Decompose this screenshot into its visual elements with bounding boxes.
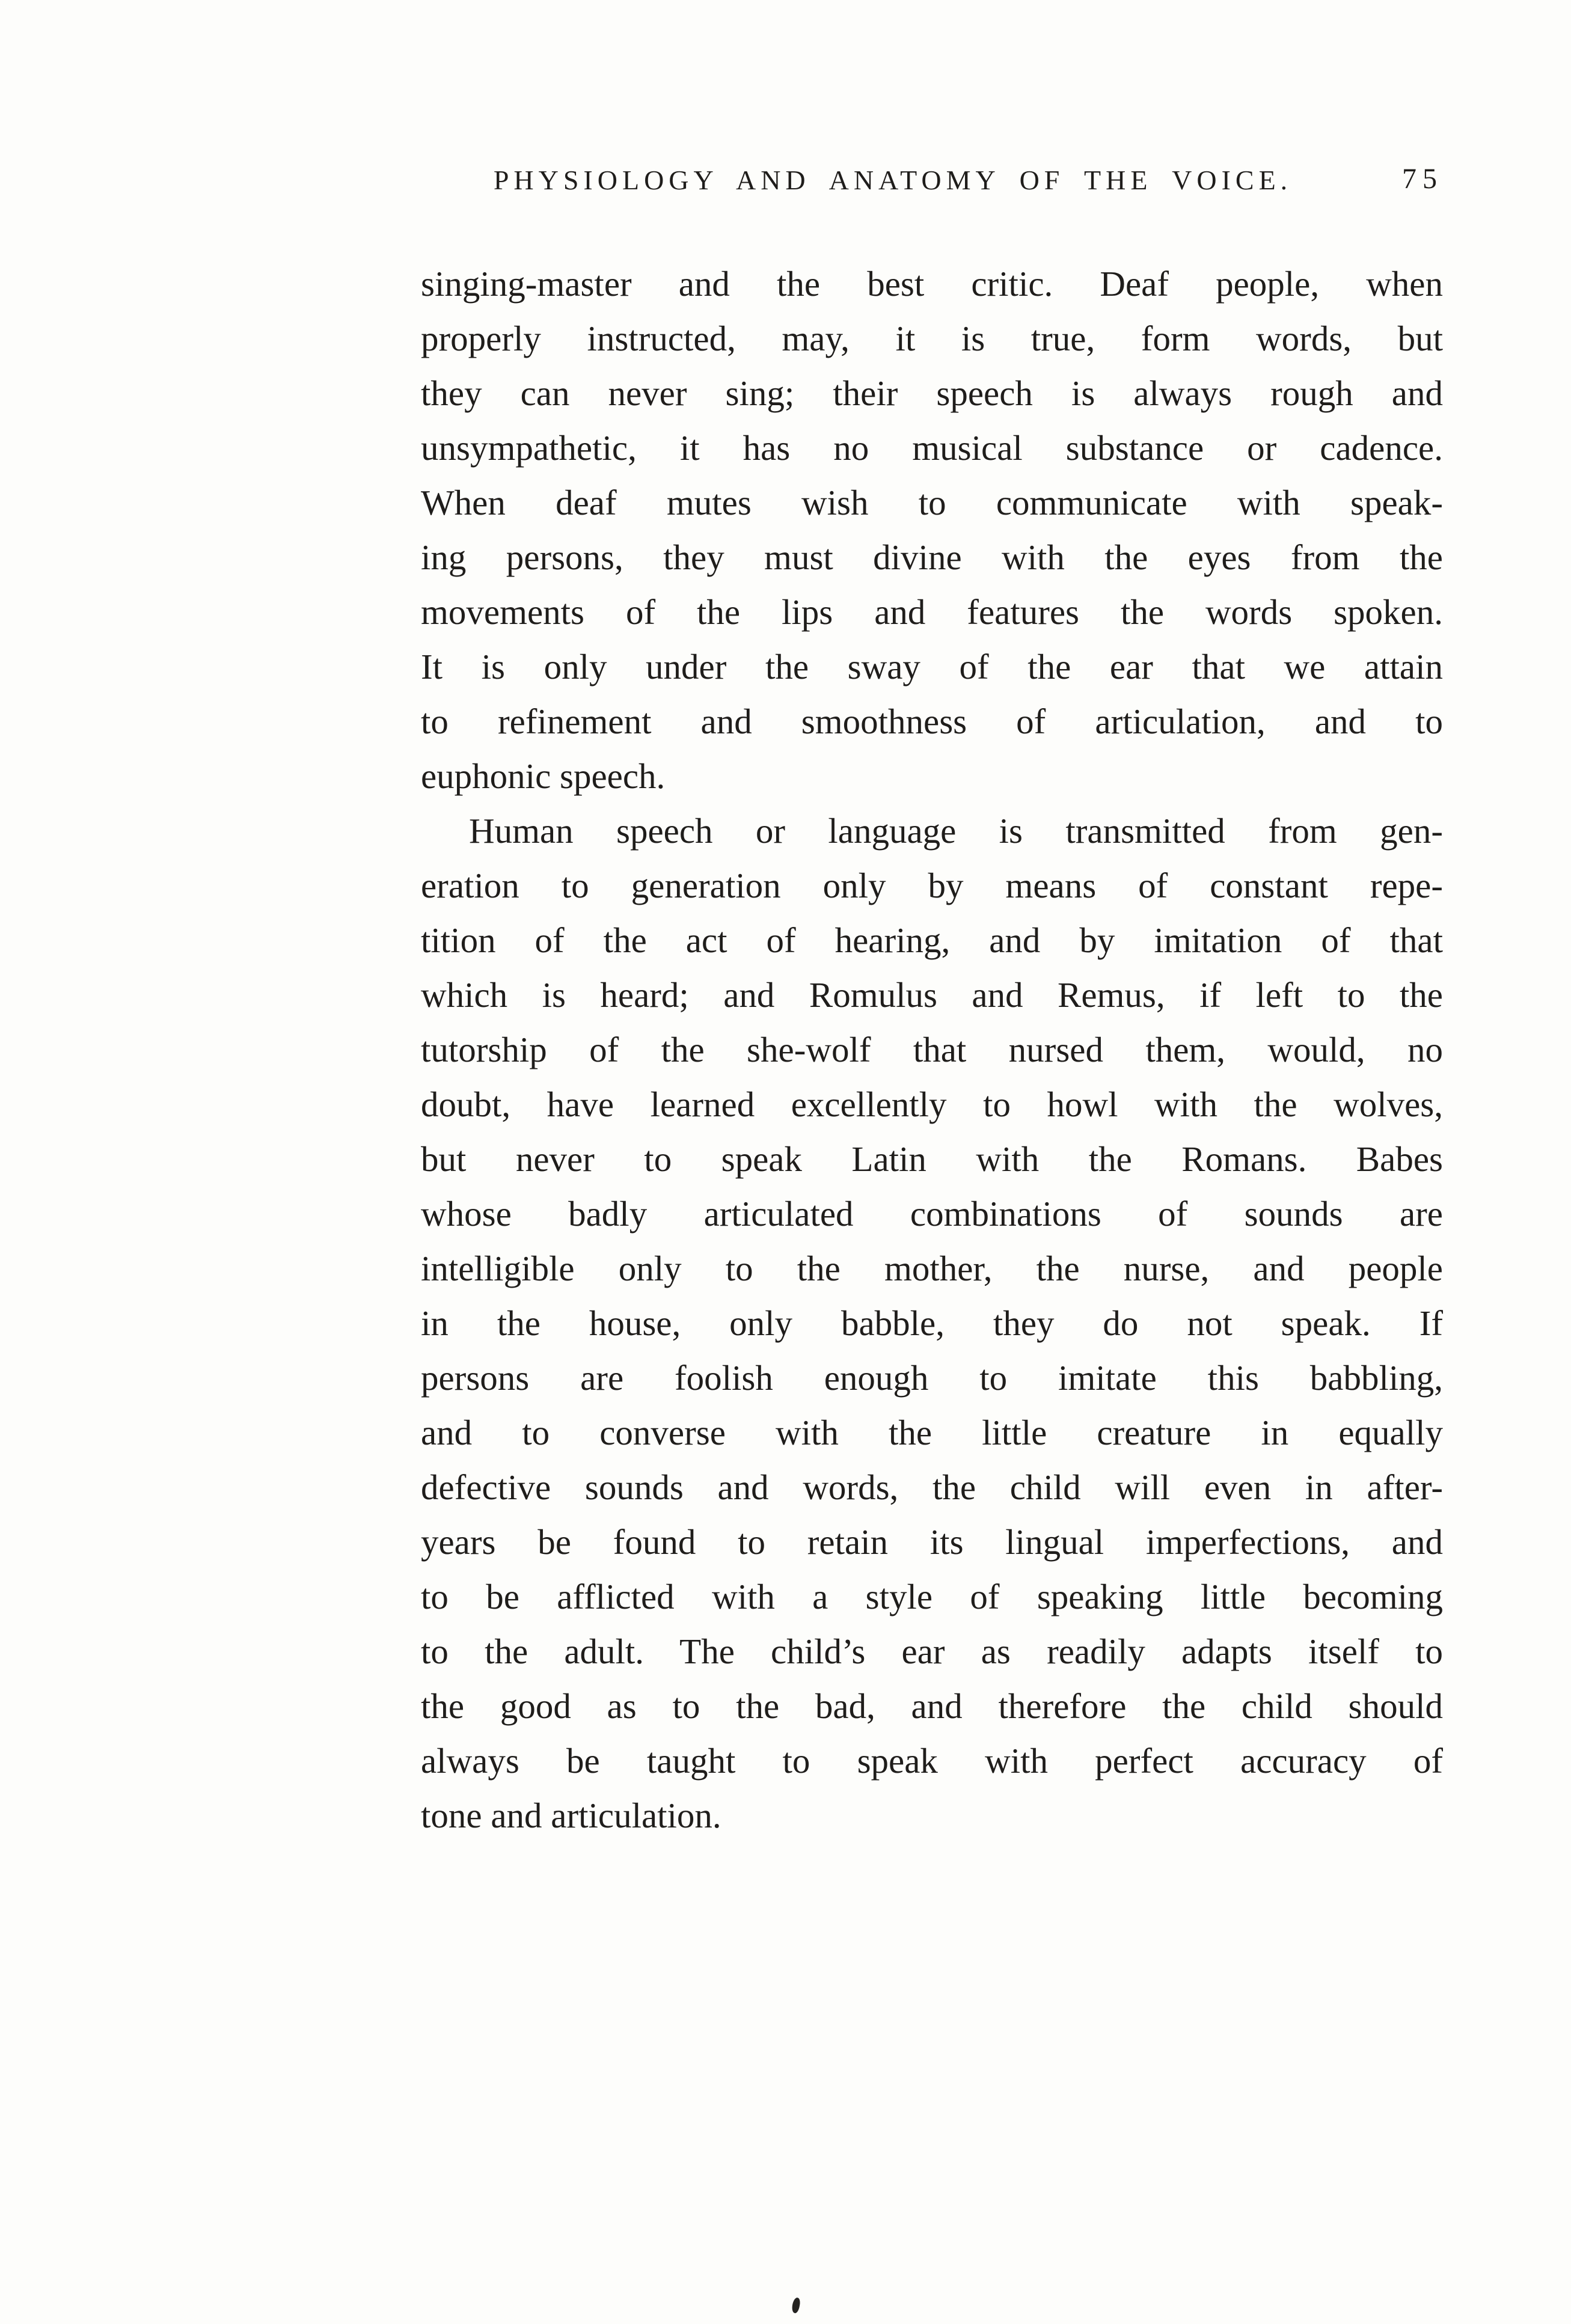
paragraph-1 (421, 257, 1443, 804)
text-line: eration to generation only by means of constant repe- (421, 866, 1443, 905)
text-line: properly instructed, may, it is true, form words, but (421, 319, 1443, 358)
text-line: tition of the act of hearing, and by imitation of that (421, 920, 1443, 960)
running-header-title: PHYSIOLOGY AND ANATOMY OF THE VOICE. (493, 165, 1293, 195)
text-line: persons are foolish enough to imitate this babbling, (421, 1358, 1443, 1398)
body-text (421, 257, 1443, 1843)
text-line: ing persons, they must divine with the eyes from the (421, 537, 1443, 577)
text-line: intelligible only to the mother, the nurse, and people (421, 1249, 1443, 1288)
text-line: defective sounds and words, the child will even in after- (421, 1467, 1443, 1507)
text-line: in the house, only babble, they do not speak. If (421, 1303, 1443, 1343)
text-line: Human speech or language is transmitted from gen- (469, 811, 1443, 851)
text-line: years be found to retain its lingual imperfections, and (421, 1522, 1443, 1562)
text-line: euphonic speech. (421, 756, 666, 796)
text-line: always be taught to speak with perfect accuracy of (421, 1741, 1443, 1781)
running-header (421, 164, 1443, 200)
text-line: doubt, have learned excellently to howl with the wolves, (421, 1084, 1443, 1124)
scan-speck-artifact (791, 2297, 801, 2314)
text-line: they can never sing; their speech is always rough and (421, 373, 1443, 413)
text-line: When deaf mutes wish to communicate with speak- (421, 483, 1443, 522)
text-line: tutorship of the she-wolf that nursed them, would, no (421, 1030, 1443, 1069)
page-number: 75 (1402, 163, 1443, 195)
text-line: It is only under the sway of the ear that we attain (421, 647, 1443, 686)
text-line: which is heard; and Romulus and Remus, if left to the (421, 975, 1443, 1015)
text-line: whose badly articulated combinations of sounds are (421, 1194, 1443, 1234)
text-line: unsympathetic, it has no musical substance or cadence. (421, 428, 1443, 468)
text-line: tone and articulation. (421, 1796, 721, 1835)
text-line: the good as to the bad, and therefore the child should (421, 1686, 1443, 1726)
text-line: to refinement and smoothness of articulation, and to (421, 702, 1443, 741)
text-block (421, 164, 1443, 1843)
text-line: singing-master and the best critic. Deaf people, when (421, 264, 1443, 304)
text-line: and to converse with the little creature in equally (421, 1413, 1443, 1452)
text-line: movements of the lips and features the words spoken. (421, 592, 1443, 632)
paragraph-2 (421, 804, 1443, 1843)
text-line: to be afflicted with a style of speaking little becoming (421, 1577, 1443, 1616)
text-line: but never to speak Latin with the Romans. Babes (421, 1139, 1443, 1179)
text-line: to the adult. The child’s ear as readily adapts itself to (421, 1631, 1443, 1671)
